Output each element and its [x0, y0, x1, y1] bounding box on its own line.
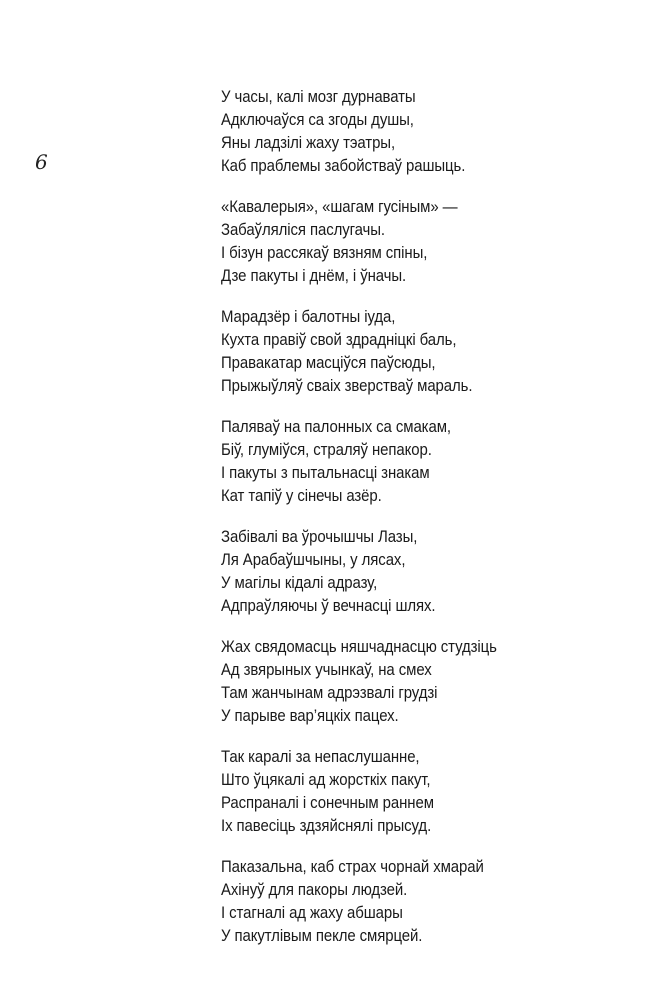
poem-line: І пакуты з пытальнасці знакам: [221, 463, 430, 482]
poem-line: У часы, калі мозг дурнаваты: [221, 87, 416, 106]
poem-line: Распраналі і сонечным раннем: [221, 793, 434, 812]
poem-line: Яны ладзілі жаху тэатры,: [221, 133, 396, 152]
poem-line: Ахінуў для пакоры людзей.: [221, 880, 408, 899]
poem-line: Біў, глуміўся, страляў непакор.: [221, 440, 432, 459]
poem-line: Правакатар масціўся паўсюды,: [221, 353, 436, 372]
poem: [221, 85, 591, 965]
stanza-1: [221, 85, 591, 177]
poem-line: Ля Арабаўшчыны, у лясах,: [221, 550, 406, 569]
poem-line: Там жанчынам адрэзвалі грудзі: [221, 683, 438, 702]
stanza-2: [221, 195, 591, 287]
poem-line: Ад звярыных учынкаў, на смех: [221, 660, 432, 679]
poem-line: Адпраўляючы ў вечнасці шлях.: [221, 596, 436, 615]
poem-line: Адключаўся са згоды душы,: [221, 110, 414, 129]
page-number: 6: [35, 150, 48, 174]
poem-line: Жах свядомасць няшчаднасцю студзіць: [221, 637, 497, 656]
stanza-3: [221, 305, 591, 397]
poem-line: У магілы кідалі адразу,: [221, 573, 378, 592]
poem-line: «Кавалерыя», «шагам гусіным» —: [221, 197, 458, 216]
poem-line: Так каралі за непаслушанне,: [221, 747, 420, 766]
stanza-7: [221, 745, 591, 837]
poem-line: Забаўляліся паслугачы.: [221, 220, 386, 239]
poem-line: І бізун рассякаў вязням спіны,: [221, 243, 428, 262]
poem-line: Кат тапіў у сінечы азёр.: [221, 486, 382, 505]
stanza-4: [221, 415, 591, 507]
stanza-8: [221, 855, 591, 947]
poem-line: У пакутлівым пекле смярцей.: [221, 926, 423, 945]
poem-line: Забівалі ва ўрочышчы Лазы,: [221, 527, 418, 546]
poem-line: Іх павесіць здзяйснялі прысуд.: [221, 816, 432, 835]
poem-line: Каб праблемы забойстваў рашыць.: [221, 156, 466, 175]
poem-line: І стагналі ад жаху абшары: [221, 903, 403, 922]
stanza-5: [221, 525, 591, 617]
poem-line: Паляваў на палонных са смакам,: [221, 417, 451, 436]
stanza-6: [221, 635, 591, 727]
poem-line: Марадзёр і балотны іуда,: [221, 307, 396, 326]
poem-line: Кухта правіў свой здрадніцкі баль,: [221, 330, 457, 349]
poem-line: Дзе пакуты і днём, і ўначы.: [221, 266, 407, 285]
poem-line: Што ўцякалі ад жорсткіх пакут,: [221, 770, 431, 789]
poem-line: Прыжыўляў сваіх зверстваў мараль.: [221, 376, 473, 395]
poem-line: Паказальна, каб страх чорнай хмарай: [221, 857, 484, 876]
poem-line: У парыве вар’яцкіх пацех.: [221, 706, 399, 725]
